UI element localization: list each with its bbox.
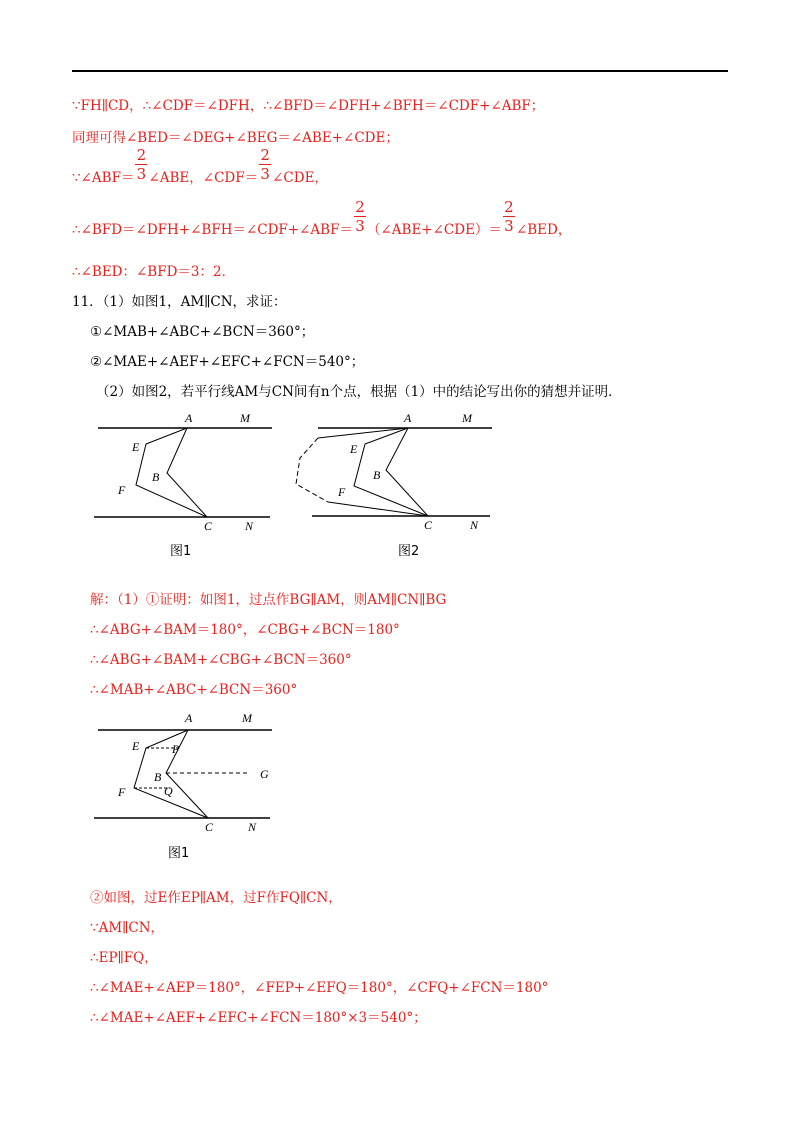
label-c: C (204, 519, 213, 533)
label-b: B (152, 470, 160, 484)
path-abc (167, 428, 207, 517)
figure-1-proof-caption: 图1 (168, 846, 190, 861)
fraction-den: 3 (504, 217, 514, 235)
line3-text-b: ∠ABE，∠CDF＝ (148, 170, 259, 186)
fraction-two-thirds (503, 199, 515, 234)
solution-line-4 (72, 198, 572, 250)
label-c: C (205, 820, 214, 834)
answer-line-6: ∵AM∥CN， (90, 920, 165, 936)
line4-text-c: ∠BED， (515, 222, 572, 238)
answer-line-5: ②如图，过E作EP∥AM，过F作FQ∥CN， (90, 890, 342, 906)
label-b: B (154, 770, 162, 784)
label-n: N (248, 820, 257, 834)
label-a: A (185, 711, 193, 725)
solution-line-1: ∵FH∥CD，∴∠CDF＝∠DFH，∴∠BFD＝∠DFH+∠BFH＝∠CDF+∠ABF； (72, 98, 545, 114)
label-f: F (118, 785, 126, 799)
answer-line-4: ∴∠MAB+∠ABC+∠BCN＝360° (90, 682, 298, 698)
answer-line-1: 解：（1）①证明：如图1，过点作BG∥AM，则AM∥CN∥BG (90, 592, 447, 608)
label-m: M (240, 411, 250, 425)
label-c: C (424, 518, 433, 532)
path-abc (386, 428, 428, 516)
fraction-num: 2 (504, 198, 514, 216)
question-11-part-1: ①∠MAB+∠ABC+∠BCN＝360°； (90, 324, 315, 340)
label-n: N (470, 518, 479, 532)
label-q: Q (164, 784, 173, 798)
label-g: G (260, 767, 269, 781)
label-m: M (242, 711, 252, 725)
question-11-part-3: （2）如图2，若平行线AM与CN间有n个点，根据（1）中的结论写出你的猜想并证明． (96, 384, 622, 400)
fraction-two-thirds (135, 147, 147, 182)
figure-2-diagram (290, 404, 510, 534)
segment-c-left (328, 502, 428, 516)
label-f: F (118, 483, 126, 497)
question-11-heading: 11．（1）如图1，AM∥CN，求证： (72, 294, 287, 310)
line4-text-b: （∠ABE+∠CDE）＝ (366, 222, 502, 238)
answer-line-8: ∴∠MAE+∠AEP＝180°，∠FEP+∠EFQ＝180°，∠CFQ+∠FCN＝180° (90, 980, 549, 996)
solution-line-5: ∴∠BED：∠BFD＝3：2． (72, 264, 236, 280)
label-p: P (172, 742, 180, 756)
line3-text-c: ∠CDE， (272, 170, 328, 186)
answer-line-3: ∴∠ABG+∠BAM+∠CBG+∠BCN＝360° (90, 652, 352, 668)
label-e: E (350, 442, 358, 456)
label-m: M (462, 411, 472, 425)
fraction-num: 2 (136, 146, 147, 164)
fraction-two-thirds (354, 199, 366, 234)
fraction-num: 2 (355, 198, 365, 216)
label-f: F (338, 485, 346, 499)
path-aefc (354, 428, 428, 516)
label-e: E (132, 739, 140, 753)
answer-line-7: ∴EP∥FQ， (90, 950, 158, 966)
dashed-extra-points (296, 438, 328, 502)
answer-line-2: ∴∠ABG+∠BAM＝180°，∠CBG+∠BCN＝180° (90, 622, 400, 638)
label-a: A (404, 411, 412, 425)
figure-1-diagram (90, 404, 280, 534)
fraction-den: 3 (355, 217, 365, 235)
fraction-den: 3 (136, 165, 147, 183)
fraction-two-thirds (259, 147, 271, 182)
question-11-part-2: ②∠MAE+∠AEF+∠EFC+∠FCN＝540°； (90, 354, 365, 370)
label-e: E (132, 440, 140, 454)
fraction-num: 2 (260, 146, 270, 164)
header-rule (72, 70, 728, 72)
path-aefc (134, 730, 208, 818)
fraction-den: 3 (260, 165, 270, 183)
label-n: N (245, 519, 254, 533)
line3-text-a: ∵∠ABF＝ (72, 170, 135, 186)
figure-1-proof-diagram (88, 706, 288, 836)
answer-line-9: ∴∠MAE+∠AEF+∠EFC+∠FCN＝180°×3＝540°； (90, 1010, 427, 1026)
figure-1-caption: 图1 (170, 544, 192, 559)
label-b: B (373, 468, 381, 482)
path-aefc (136, 428, 207, 517)
figure-2-caption: 图2 (398, 544, 420, 559)
solution-line-2: 同理可得∠BED＝∠DEG+∠BEG＝∠ABE+∠CDE； (72, 130, 399, 146)
label-a: A (185, 411, 193, 425)
solution-line-3 (72, 146, 328, 198)
line4-text-a: ∴∠BFD＝∠DFH+∠BFH＝∠CDF+∠ABF＝ (72, 222, 353, 238)
